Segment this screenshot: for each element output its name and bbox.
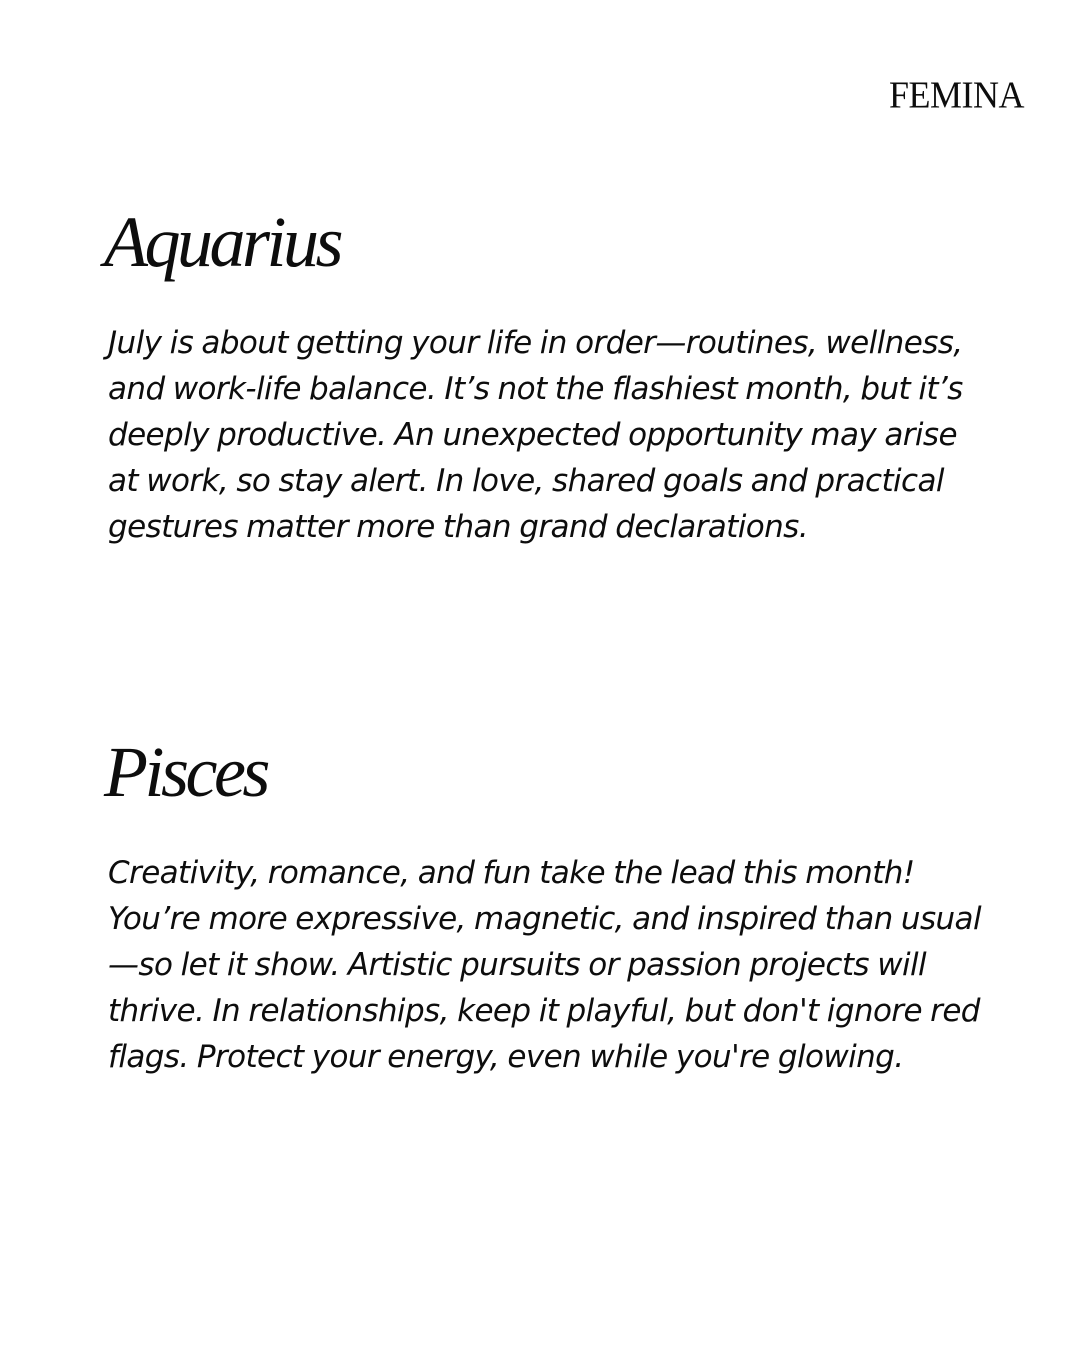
sign-title: Aquarius (104, 202, 341, 282)
brand-logo: FEMINA (888, 73, 1024, 116)
sign-title: Pisces (104, 732, 267, 812)
sign-description: Creativity, romance, and fun take the lead this month! You’re more expressive, magnetic, and inspired than usual—so let it show. Artistic pursuits or passion projects will thrive. In relationships, keep it playful, but don't ignore red flags. Protect your energy, even while you're glowing. (108, 855, 981, 1075)
sign-section-aquarius (104, 202, 988, 550)
sign-section-pisces (104, 732, 988, 1080)
sign-description: July is about getting your life in order—routines, wellness, and work-life balance. It’s not the flashiest month, but it’s deeply productive. An unexpected opportunity may arise at work, so stay alert. In love, shared goals and practical gestures matter more than grand declarations. (108, 325, 963, 545)
